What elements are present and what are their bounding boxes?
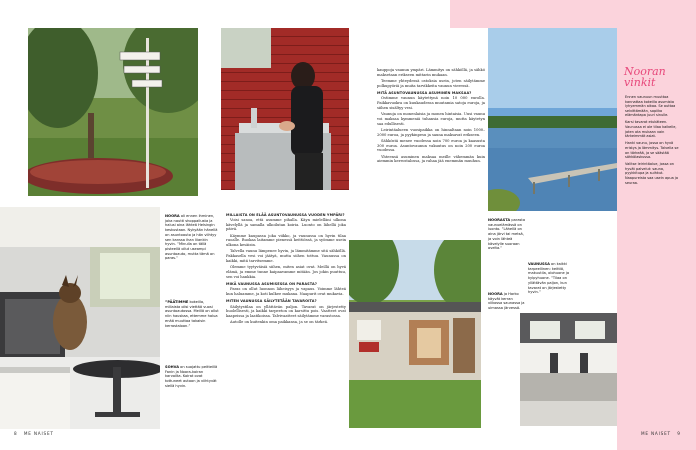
caption-text: parasta vaunuelämässä on luonto. ”Lähellä on aina järvi tai metsä, ja voin lähteä kävelylle suoraan ovelta.” [488, 218, 526, 251]
page-number: 8 [14, 431, 18, 436]
magazine-name: ME NAISET [23, 431, 54, 436]
photo-woman-sink [221, 28, 349, 190]
sidebar-title-line1: Nooran [624, 65, 666, 78]
article-subheading: MITÄ ASUNTOVAUNUSSA ASUMINEN MAKSAA? [377, 91, 472, 95]
caption-lead: NOORA [165, 214, 180, 218]
photo-lake [488, 28, 617, 211]
caption-text: ja Harko käyvät kerran viikossa saunassa ja uimassa järvessä. [488, 292, 525, 311]
article-paragraph: Olemme tyytyväisiä siihen, miten asiat ovat. Meillä on hyvä elämä, ja emme tunne kaipaavamme mitään. Jos jokin puuttuu, sen voi hankkia. [226, 265, 346, 279]
sidebar-tip: Karsi tavarat etukäteen. Vaunussa ei ole tilaa kaikelle, joten ota mukaan vain tärkeimmät asiat. [625, 120, 677, 139]
article-subheading: MITEN VAUNUSSA SÄILYTETÄÄN TAVAROITA? [226, 299, 317, 304]
caption-dog [165, 300, 219, 328]
caption-sauna [488, 292, 528, 311]
sidebar-tip: Valitse leirintäalue, jossa on hyvät palvelut: sauna, pyykkitupa ja suihkut. Naapureista saa usein apua ja seuraa. [625, 162, 678, 185]
caption-noora [165, 214, 219, 261]
article-paragraph: Säilytystilaa on yllättävän paljon. Tavarat on järjestetty huolellisesti, ja kaikki tarpeeton on karsittu pois. Vaatteet ovat kaapeissa ja laatikoissa. Talvivaatteet säilytämme varastossa. [226, 304, 346, 319]
article-paragraph: Sähköstä menee vuodessa noin 700 euroa ja kaasusta 300 euroa. Asuntovaunun vakuutus on noin 200 euroa vuodessa. [377, 138, 485, 153]
photo-caravan-interior [520, 313, 617, 426]
caption-text: kokeilla, millaista olisi viettää vuosi asuntoautossa. Meillä on ollut niin hauskaa, ettemme halua enää muuttaa takaisin kerrostaloon.” [165, 300, 219, 328]
article-paragraph: Voisi sanoa, että asumme pihalla. Käyn mielelläni ulkona kävelyllä ja samalla ulkoilutan koiria. Luonto on lähellä joka päivä. [226, 217, 346, 232]
caption-interior [528, 262, 572, 295]
caption-nature [488, 218, 528, 251]
caption-sofa [165, 365, 219, 389]
article-column-1 [226, 210, 346, 327]
photo-interior-dog [0, 207, 160, 429]
sidebar-tip: Hanki vaunu, jossa on hyvä eristys ja lämmitys. Talvella se on tärkeää, ja se säästää sähkölaskussa. [625, 141, 679, 160]
article-paragraph: Yhteensä asuminen maksaa meille vähemmän kuin aiemmin kerrostalossa, ja rahaa jää enemmän muuhun. [377, 154, 485, 164]
article-subheading: MILLAISTA ON ELÄÄ ASUNTOVAUNUSSA VUODEN YMPÄRI? [226, 212, 345, 217]
article-paragraph: Leirintäalueen vuosipaikka on hinnaltaan noin 1000–2000 euroa, ja pyykinpesu ja sauna maksavat erikseen. [377, 127, 485, 137]
caption-text: on kaikki tarpeellinen: keittiö, makuutila, olohuone ja kylpyhuone. ”Tilaa on yllättävän paljon, kun tavarat on järjestetty hyvin.” [528, 262, 570, 295]
article-paragraph: Talvella vaunu lämpenee hyvin, ja lämmitämme sitä sähköllä. Pakkasella vesi voi jäätyä, mutta siihen tottuu. Vaunussa on kaikki, mitä tarvitsemme. [226, 249, 346, 263]
folio-left [14, 431, 54, 436]
caption-lead: NOORASTA [488, 218, 511, 222]
caption-lead: VAUNUSSA [528, 262, 550, 266]
article-paragraph: Vaunuja on monenlaisia ja monen hintaisia. Uusi vaunu voi maksaa kymmeniä tuhansia euroja, mutta käytetyn saa edullisesti. [377, 112, 485, 126]
sidebar-tips [625, 95, 679, 188]
sidebar-tip: Ennen vaunuun muuttoa kannattaa kokeilla asumista lyhyemmän aikaa. Se auttaa selvittämään, sopiiko elämäntapa juuri sinulle. [625, 95, 676, 118]
magazine-name: ME NAISET [641, 431, 671, 436]
article-subheading: MIKÄ VAUNUSSA ASUMISESSA ON PARASTA? [226, 281, 317, 286]
caption-text: on suojattu peitteillä Fanin ja Noora-koiran karvoilta. Koirat ovat tottuneet autoon ja viihtyvät siellä hyvin. [165, 365, 218, 388]
caption-lead: NOORA [488, 292, 503, 296]
article-paragraph: Ostimme vaunun käytettynä noin 10 000 eurolla. Paikkavuokra on kuukaudessa muutamia satoja euroja, ja siihen sisältyy vesi. [377, 96, 485, 110]
article-column-2 [377, 68, 485, 166]
article-paragraph: Paras on ollut luonnon läheisyys ja vapaus. Voimme lähteä kun haluamme, ja koti kulkee mukana. Naapurit ovat mukavia. [226, 287, 346, 297]
caption-lead: SOHVA [165, 365, 179, 369]
article-paragraph: Käymme kaupassa joka viikko, ja vaunussa on hyvin tilaa ruoalle. Ruokaa laitamme pienessä keittiössä, ja syömme usein ulkona kesäisin. [226, 233, 346, 248]
folio-right [641, 431, 681, 436]
page-number: 9 [677, 431, 681, 436]
caption-lead: ”PÄÄTIMME [165, 300, 189, 304]
article-paragraph: Autolle on kuitenkin oma paikkansa, ja se on tärkeä. [230, 320, 329, 325]
article-paragraph: Teemme yhteydessä ostoksia usein, joten säilytämme polkupyöriä ja muita tarvikkeita vaunun vieressä. [377, 79, 485, 88]
photo-signpost [28, 28, 198, 196]
sidebar-title [624, 66, 666, 88]
sidebar-title-line2: vinkit [624, 76, 656, 89]
article-paragraph: kauppoja vaunun ympäri. Lämmitys on sähköllä, ja sähkö maksetaan erikseen mittarin mukaan. [377, 68, 485, 77]
caption-text: oli ennen ihminen, joka nautti shoppailusta ja halusi aina lähteä Helsingin keskustaan. Nykyään hänellä on asuntoauto ja hän viihtyy sen kanssa ihan liiankin hyvin. ”Minulla on tällä pisteellä ollut useampi asuntoauto, mutta tämä on paras.” [165, 214, 218, 261]
photo-caravan [349, 240, 481, 428]
